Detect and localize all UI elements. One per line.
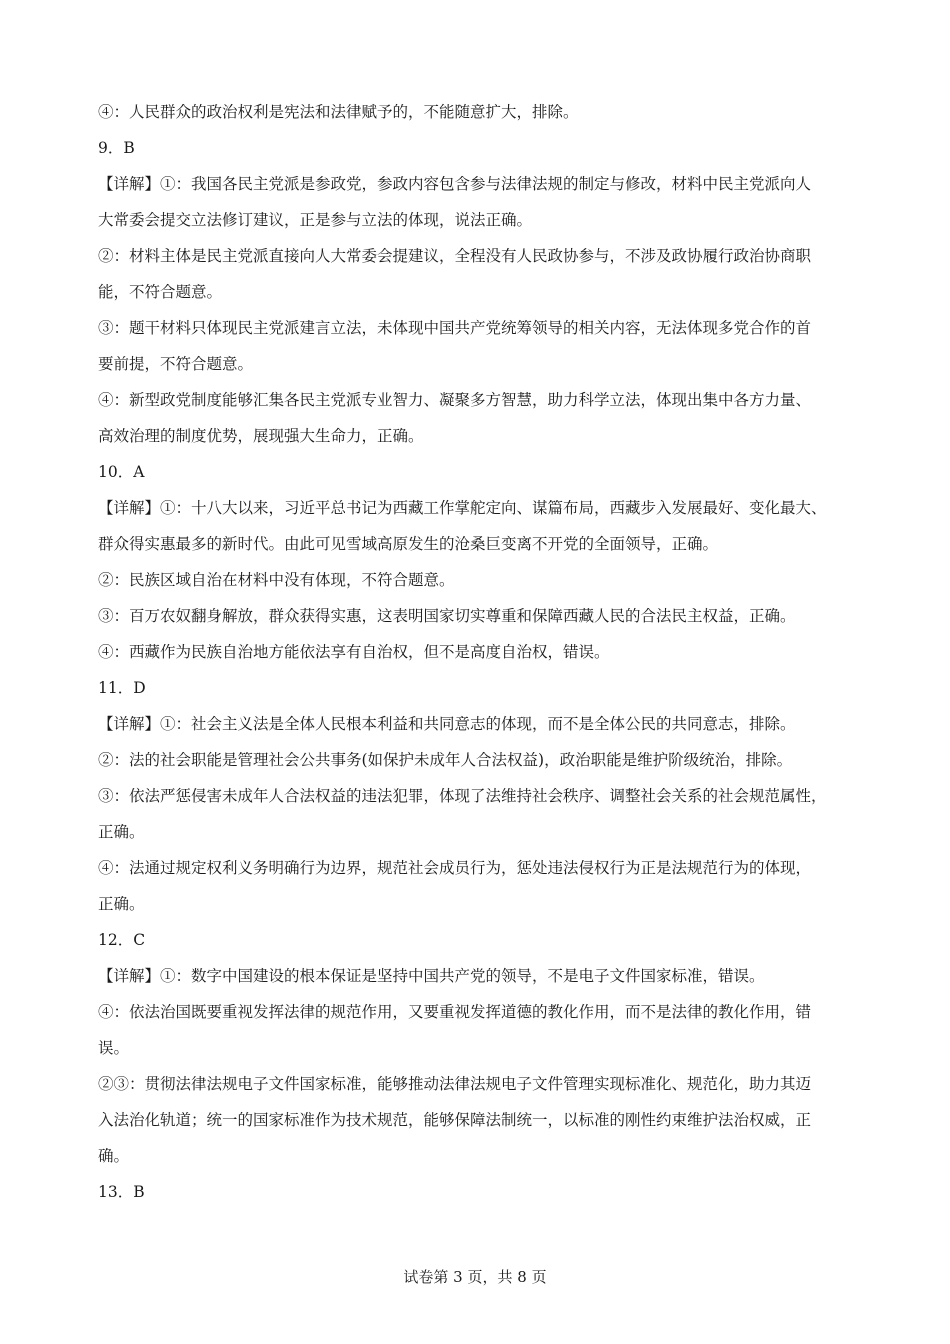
text-line: ④：人民群众的政治权利是宪法和法律赋予的，不能随意扩大，排除。 bbox=[98, 103, 579, 121]
text-line: ④：依法治国既要重视发挥法律的规范作用，又要重视发挥道德的教化作用，而不是法律的教化作用，错 bbox=[98, 1003, 812, 1021]
text-line: 大常委会提交立法修订建议，正是参与立法的体现，说法正确。 bbox=[98, 211, 533, 229]
question-answer: 13．B bbox=[98, 1183, 145, 1201]
page-footer: 试卷第 3 页，共 8 页 bbox=[403, 1268, 547, 1286]
text-line: 【详解】①：社会主义法是全体人民根本利益和共同意志的体现，而不是全体公民的共同意志，排除。 bbox=[98, 715, 796, 733]
text-line: 【详解】①：十八大以来，习近平总书记为西藏工作掌舵定向、谋篇布局，西藏步入发展最好、变化最大、 bbox=[98, 499, 827, 517]
text-line: 能，不符合题意。 bbox=[98, 283, 223, 301]
question-answer: 12．C bbox=[98, 931, 146, 949]
text-line: 确。 bbox=[98, 1147, 130, 1165]
text-line: 正确。 bbox=[98, 823, 145, 841]
text-line: ④：新型政党制度能够汇集各民主党派专业智力、凝聚多方智慧，助力科学立法，体现出集中各方力量、 bbox=[98, 391, 812, 409]
text-line: 误。 bbox=[98, 1039, 130, 1057]
text-line: ④：法通过规定权利义务明确行为边界，规范社会成员行为，惩处违法侵权行为正是法规范行为的体现， bbox=[98, 859, 812, 877]
text-line: 入法治化轨道；统一的国家标准作为技术规范，能够保障法制统一，以标准的刚性约束维护法治权威，正 bbox=[98, 1111, 812, 1129]
text-line: 要前提，不符合题意。 bbox=[98, 355, 254, 373]
text-line: ②：法的社会职能是管理社会公共事务(如保护未成年人合法权益)，政治职能是维护阶级统治，排除。 bbox=[98, 751, 793, 769]
text-line: 高效治理的制度优势，展现强大生命力，正确。 bbox=[98, 427, 424, 445]
text-line: 【详解】①：数字中国建设的根本保证是坚持中国共产党的领导，不是电子文件国家标准，错误。 bbox=[98, 967, 765, 985]
text-line: 群众得实惠最多的新时代。由此可见雪域高原发生的沧桑巨变离不开党的全面领导，正确。 bbox=[98, 535, 719, 553]
question-answer: 10．A bbox=[98, 463, 145, 481]
answer-explanations bbox=[98, 94, 868, 1210]
text-line: ③：依法严惩侵害未成年人合法权益的违法犯罪，体现了法维持社会秩序、调整社会关系的社会规范属性， bbox=[98, 787, 827, 805]
text-line: 【详解】①：我国各民主党派是参政党，参政内容包含参与法律法规的制定与修改，材料中民主党派向人 bbox=[98, 175, 812, 193]
text-line: ③：题干材料只体现民主党派建言立法，未体现中国共产党统筹领导的相关内容，无法体现多党合作的首 bbox=[98, 319, 812, 337]
question-answer: 9．B bbox=[98, 139, 135, 157]
text-line: ②：材料主体是民主党派直接向人大常委会提建议，全程没有人民政协参与，不涉及政协履行政治协商职 bbox=[98, 247, 812, 265]
text-line: 正确。 bbox=[98, 895, 145, 913]
text-line: ③：百万农奴翻身解放，群众获得实惠，这表明国家切实尊重和保障西藏人民的合法民主权益，正确。 bbox=[98, 607, 796, 625]
text-line: ②：民族区域自治在材料中没有体现，不符合题意。 bbox=[98, 571, 455, 589]
text-line: ④：西藏作为民族自治地方能依法享有自治权，但不是高度自治权，错误。 bbox=[98, 643, 610, 661]
question-answer: 11．D bbox=[98, 679, 146, 697]
text-line: ②③：贯彻法律法规电子文件国家标准，能够推动法律法规电子文件管理实现标准化、规范化，助力其迈 bbox=[98, 1075, 812, 1093]
